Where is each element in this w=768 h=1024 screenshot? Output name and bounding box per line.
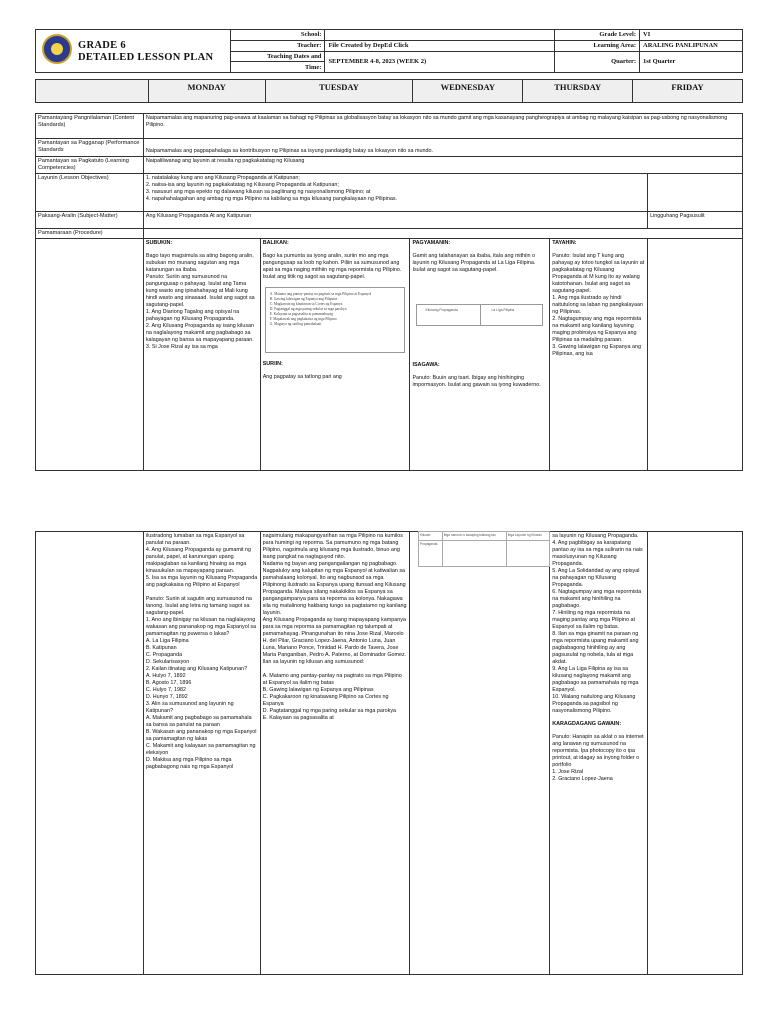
quarter-label: Quarter:	[555, 51, 640, 73]
subukin-text: Bago tayo magsimula sa ating bagong aralin, subukan mo munang sagutan ang mga katanungan sa ibaba. Panuto: Suriin ang sumusunod na pangungusap o pahayag. Isulat ang Tama kung wasto ang ipinahahayag at Mali kung hindi wasto ang sinasaad. Isulat ang sagot sa sagutang-papel. 1. Ang Diariong Tagalog ang opisyal na pahayagan ng Kilusang Propaganda. 2. Ang Kilusang Propaganda ay isang kilusan na naglalayong makamit ang pagbabago sa kalagayan ng bansa sa mapayapang paraan. 3. Si Jose Rizal ay isa sa mga	[145, 253, 255, 350]
isagawa-heading: ISAGAWA:	[412, 362, 440, 368]
isagawa-chart-table	[418, 531, 550, 567]
monday-procedure-continued	[143, 532, 260, 975]
lesson-plan-grid-continued	[35, 531, 743, 975]
quarter-value: 1st Quarter	[640, 51, 743, 73]
subject-matter-friday: Lingguhang Pagsusulit	[648, 212, 743, 229]
karagdagang-gawain-text: Panuto: Hanapin sa aklat o sa internet ang larawan ng sumusunod na repormista. Ipa photocopy ito o ipa printout, at idagay sa inyong folder o portfolio 1. Jose Rizal 2. Graciano Lopez-Jaena	[552, 734, 644, 782]
chart-col-layunin: Mga Layunin ng Kilusan	[506, 532, 549, 541]
days-corner	[36, 80, 149, 103]
performance-standards-text: Naipamamalas ang pagpapahalaga sa kontribusyon ng Pilipinas sa isyung pandaigdig batay sa lokasyon nito sa mundo.	[143, 139, 742, 157]
lesson-objectives-text: 1. natatalakay kung ano ang Kilusang Propaganda at Katipunan; 2. naiisa-isa ang layunin ng pagkakatatag ng Kilusang Propaganda at Katipunan; 3. nasusuri ang mga epekto ng dalawang kilusan sa pagliinang ng nasyonalismong Pilipino; at 4. napahahalagahan ang ambag ng mga Pilipino na kabilang sa mga kilusang pangkalayaan ng Pilipinas.	[143, 174, 647, 212]
day-friday: FRIDAY	[633, 80, 743, 103]
pagyamanin-col-left: Kilusang Propaganda	[425, 308, 458, 312]
chart-cell	[442, 541, 506, 567]
subject-matter-label: Paksang-Aralin (Subject-Matter)	[36, 212, 144, 229]
pagyamanin-heading: PAGYAMANIN:	[412, 240, 451, 246]
pagyamanin-table	[416, 304, 543, 326]
balikan-text: Bago ka pumunta sa iyong aralin, suriin mo ang mga pangungusap sa loob ng kahon. Piliin sa sumusunod ang apat sa mga naging mithiin ng mga repormista ng Pilipino. Isulat ang titik ng sagot sa sagutang-papel.	[262, 253, 402, 280]
pagyamanin-col-right: La Liga Filipina	[491, 308, 515, 312]
tuesday-continued-text: nagsimulang makapangyarihan sa mga Pilipino na kumilos para humingi ng reporma. Sa pamumuno ng mga batang Pilipino, nagsimula ang kilusang mga ilustrado, binuo ang isang pangkat na nagtaguyod nito. Nadama ng bayan ang pangangailangan ng pagbabago. Nagpatuloy ang kalupitan ng mga Espanyol at katiwalian sa pamahalaang kolonyal. Ito ang nagbunsod sa mga Pilipinong ilustrado sa Espanya upang itunsad ang Kilusang Propaganda. Malaya silang nakakikilos sa Espanya sa pangangampanya para sa reporma sa kolonya. Nakagawa sila ng matalinong hakbang tungo sa pagtatamo ng kanilang layunin. Ang Kilusang Propaganda ay isang mapayapang kampanya para sa mga reporma sa pamamagitan ng talumpati at pamamahayag. Pinangunahan ito nina Jose Rizal, Marcelo H. del Pilar, Graciano Lopez-Jaena, Antonio Luna, Juan Luna, Mariano Ponce, Trinidad H. Pardo de Tavera, Jose Maria Panganiban, Pedro A. Paterno, at Dominador Gomez. Ilan sa layunin ng kilusan ang sumusunod: A. Matamo ang pantay-pantay na pagtrato sa mga Pilipino at Espanyol sa ilalim ng batas B. Gawing lalawigan ng Espanya ang Pilipinas C. Pagkakaroon ng kinatawang Pilipino sa Cortes ng Espanya D. Pagtatanggal ng mga paring sekular sa mga parokya E. Kalayaan sa pagsasalita at	[262, 533, 407, 721]
day-monday: MONDAY	[148, 80, 265, 103]
learning-competencies-label: Pamantayan sa Pagkatuto (Learning Competencies)	[36, 157, 144, 174]
karagdagang-gawain-heading: KARAGDAGANG GAWAIN:	[552, 721, 622, 727]
pagyamanin-text: Gamit ang talahanayan sa ibaba, itala ang mithiin o layunin ng Kilusang Propaganda at La Liga Filipina. Isulat ang sagot sa sagutang-papel.	[412, 253, 536, 273]
monday-procedure	[143, 239, 260, 471]
grade-level-value: VI	[640, 30, 743, 41]
lesson-objectives-label: Layunin (Lesson Objectives)	[36, 174, 144, 212]
friday-procedure-continued	[648, 532, 743, 975]
lesson-objectives-friday	[648, 174, 743, 212]
dates-value: SEPTEMBER 4-8, 2023 (WEEK 2)	[325, 51, 555, 73]
wednesday-procedure	[410, 239, 550, 471]
chart-row-propaganda: Propaganda	[419, 541, 443, 567]
subject-matter-text: Ang Kilusang Propaganda At ang Katipunan	[143, 212, 647, 229]
learning-competencies-text: Naipaliliwanag ang layunin at resulta ng pagkakatatag ng Kilusang	[143, 157, 742, 174]
chart-col-namuno: Mga namuno o kasaping kilalang tao	[442, 532, 506, 541]
content-standards-text: Naipamamalas ang mapanuring pag-unawa at kaalaman sa bahagi ng Pilipinas sa globalisasyon batay sa lokasyon nito sa mundo gamit ang mga kasanayang pangheograpiya at ambag ng malayang kaisipan sa pag-usbong ng nasyonalismong Pilipino.	[143, 114, 742, 139]
procedure-left-blank	[36, 239, 144, 471]
teacher-label: Teacher:	[230, 40, 325, 51]
content-standards-label: Pamantayang Pangnilalaman (Content Standards)	[36, 114, 144, 139]
subukin-heading: SUBUKIN:	[145, 240, 173, 246]
monday-continued-text: ilustradong lumaban sa mga Espanyol sa panulat na paraan. 4. Ang Kilusang Propaganda ay gumamit ng panulat, papel, at karunungan upang makipaglaban sa kanilang hinaing sa mga kinauukulan sa mapayapang paraan. 5. Isa sa mga layunin ng Kilusang Propaganda ang pagkakaisa ng Pilipino at Espanyol Panuto: Suriin at sagutin ang sumusunod na tanong. Isulat ang letra ng tamang sagot sa sagutang-papel. 1. Ano ang ibinigay na kilusan na naglalayong wakasan ang pananakop ng mga Espanyol sa pamamagitan ng puwersa o lakas? A. La Liga Filipina B. Katipunan C. Propaganda D. Sekularisasyon 2. Kailan itinatag ang Kilusang Katipunan? A. Hulyo 7, 1892 B. Agosto 17, 1896 C. Hulyo 7, 1982 D. Hunyo 7, 1892 3. Alin sa sumusunod ang layunin ng Katipunan? A. Makamit ang pagbabago sa pamamahala sa bansa sa panulat na paraan B. Wakasan ang pananakop ng mga Espanyol sa pamamagitan ng lakas C. Makamit ang kalayaan sa pamamagitan ng eleksiyon D. Makiisa ang mga Pilipino sa mga pagbabagong nais ng mga Espanyol	[145, 533, 258, 770]
chart-col-kilusan: Kilusan	[419, 532, 443, 541]
balikan-heading: BALIKAN:	[262, 240, 289, 246]
isagawa-text: Panuto: Buuin ang tsart. Ibigay ang hinihinging impormasyon. Isulat ang gawain sa iyong kuwaderno.	[412, 375, 541, 388]
header-spacer	[36, 40, 231, 51]
thursday-procedure	[550, 239, 648, 471]
chart-cell	[506, 541, 549, 567]
day-tuesday: TUESDAY	[265, 80, 413, 103]
header-spacer	[36, 30, 231, 41]
school-value	[325, 30, 555, 41]
wednesday-procedure-continued	[410, 532, 550, 975]
thursday-continued-text: sa layunin ng Kilusang Propaganda. 4. Ang pagbibigay sa karapatang pantao ay isa sa mga sulirarin na nais masolusyunan ng Kilusang Propaganda. 5. Ang La Solidaridad ay ang opisyal na pahayagan ng Kilusang Propaganda. 6. Nagtagumpay ang mga repormista na makamit ang hinihiling na pagbabago. 7. Hiniling ng mga repormista na maging pantay ang mga Pilipino at Espanyol sa ilalim ng batas. 8. Ilan sa mga ginamit na paraan ng mga repormista upang makamit ang pagbabagong hinihiling ay ang pagsusulat ng nobela, tula at mga akdat. 9. Ang La Liga Filipina ay isa sa kilusang naglayong makamit ang pagbabago sa pamamahala ng mga Espanyol. 10. Walang naitulong ang Kilusang Propaganda sa pagsibol ng nasyonalismong Pilipino.	[552, 533, 643, 714]
continued-left-blank	[36, 532, 144, 975]
suriin-heading: SURIIN:	[262, 361, 283, 367]
procedure-label: Pamamaraan (Procedure)	[36, 229, 144, 239]
header-spacer	[36, 51, 231, 73]
school-label: School:	[230, 30, 325, 41]
title-plan: DETAILED LESSON PLAN	[78, 52, 214, 63]
performance-standards-label: Pamantayan sa Pagganap (Performance Standards	[36, 139, 144, 157]
title-grade: GRADE 6	[78, 40, 126, 51]
days-header	[35, 79, 743, 103]
teacher-value: File Created by DepEd Click	[325, 40, 555, 51]
thursday-procedure-continued	[550, 532, 648, 975]
header-info-table	[35, 29, 743, 73]
dates-label-1: Teaching Dates and	[230, 51, 325, 62]
learning-area-label: Learning Area:	[555, 40, 640, 51]
suriin-text: Ang pagpatay sa tatlong pari ang	[262, 374, 342, 380]
dates-label-2: Time:	[230, 62, 325, 73]
learning-area-value: ARALING PANLIPUNAN	[640, 40, 743, 51]
grade-level-label: Grade Level:	[555, 30, 640, 41]
day-wednesday: WEDNESDAY	[413, 80, 523, 103]
tayahin-text: Panuto: Isulat ang T kung ang pahayag ay totoo tungkol sa layunin at pagkakatatag ng Kilusang Propaganda at M kung ito ay walang katotohanan. Isulat ang sagot sa sagutang-papel. 1. Ang mga ilustrado ay hindi naitutulong sa laban ng pangkalayaan ng Pilipinas. 2. Nagtagumpay ang mga repormista na makamit ang kanilang layuning maging probinsiya ng Espanya ang Pilipinas sa madaling paraan. 3. Gawing lalawigan ng Espanya ang Pilipinas, ang isa	[552, 253, 645, 357]
tayahin-heading: TAYAHIN:	[552, 240, 577, 246]
day-thursday: THURSDAY	[523, 80, 633, 103]
lesson-plan-grid	[35, 113, 743, 471]
tuesday-procedure	[260, 239, 410, 471]
friday-procedure	[648, 239, 743, 471]
tuesday-procedure-continued	[260, 532, 410, 975]
balikan-choices-box: A. Matamo ang pantay-pantay na pagtrato sa mga Pilipino at Espanyol B. Gawing lalawigan ng Espanya ang Pilipinas C. Magkaroon ng kinatawan sa Cortes ng Espanya D. Pagtanggal ng mga paring sekular sa mga parokya E. Kalayaan sa pagsasalita at pamamahayag F. Mapalawak ang pagkakaisa ng mga Pilipino G. Magtayo ng sariling pamahalaan	[265, 287, 406, 353]
procedure-spacer	[143, 229, 742, 239]
